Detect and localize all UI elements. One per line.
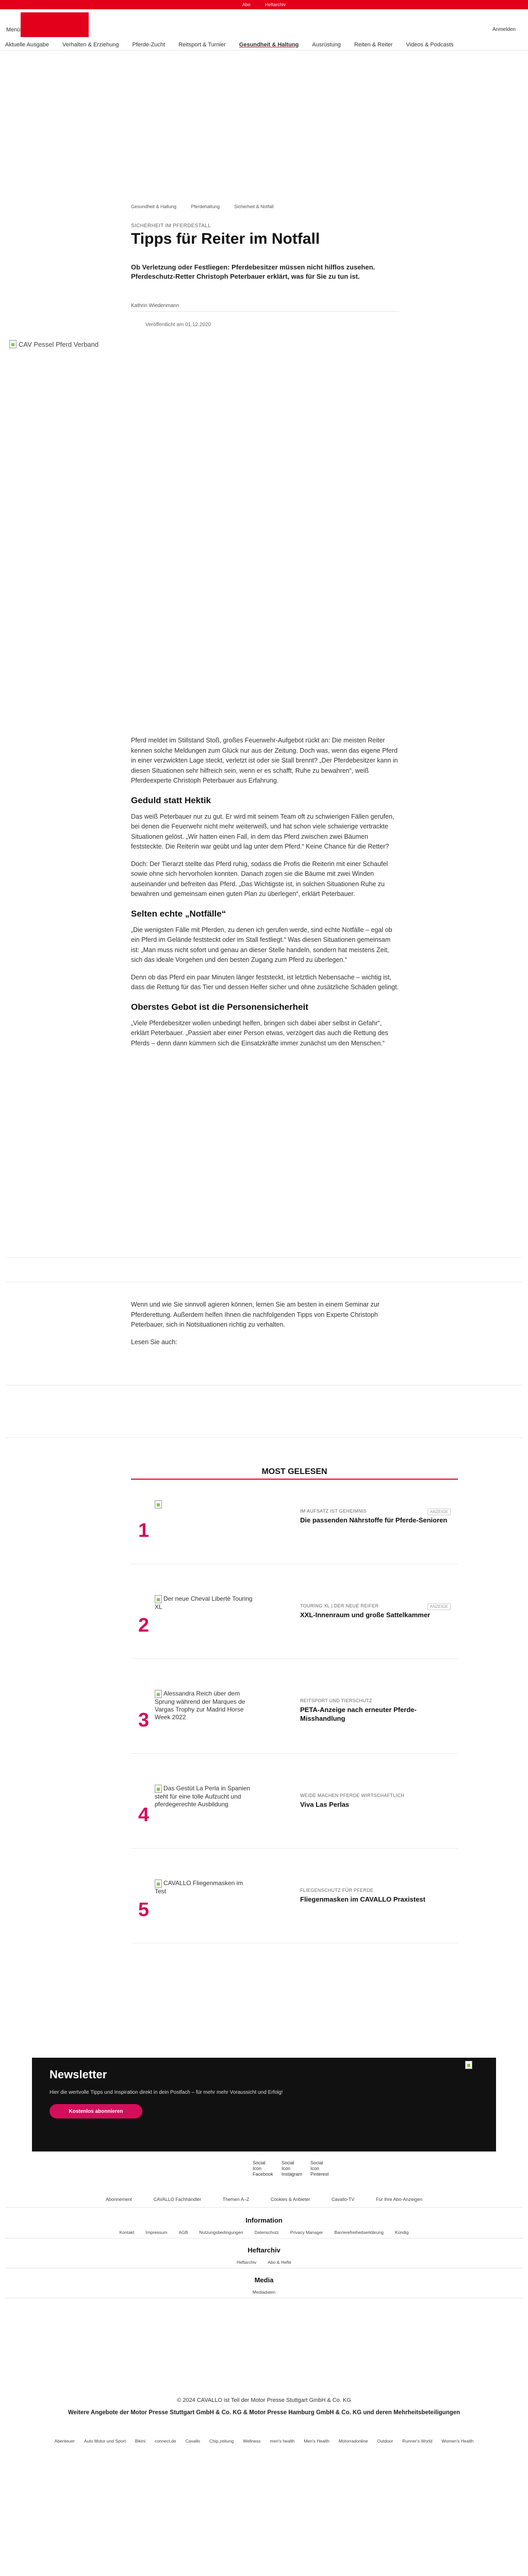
- most-read-headline[interactable]: XXL-Innenraum und große Sattelkammer: [300, 1611, 431, 1619]
- article-closing: [131, 1300, 399, 1347]
- publisher-link[interactable]: Auto Motor und Sport: [84, 2438, 126, 2444]
- publisher-link[interactable]: Runner's World: [402, 2438, 433, 2444]
- footer-heftarchiv-links: [0, 2260, 528, 2265]
- nav-item[interactable]: Videos & Podcasts: [406, 41, 454, 48]
- footer-link[interactable]: Nutzungsbedingungen: [199, 2230, 243, 2235]
- article-paragraph: „Viele Pferdebesitzer wollen unbedingt helfen, bringen sich dabei aber selbst in Gefahr“, erklärt Peterbauer. „Passiert aber einer Person etwas, verzögert das auch die Rettung des Pferds – denn dann kümmern sich die Einsatzkräfte immer zunächst um den Menschen.“: [131, 1019, 388, 1047]
- article-lead: Ob Verletzung oder Festliegen: Pferdebesitzer müssen nicht hilflos zusehen. Pferdeschutz-Retter Christoph Peterbauer erklärt, was für Sie zu tun ist.: [131, 263, 375, 280]
- hero-image-alt: [9, 340, 98, 348]
- publisher-notice: Weitere Angebote der Motor Presse Stuttgart GmbH & Co. KG & Motor Presse Hamburg GmbH & Co. KG und deren Mehrheitsbeteiligungen: [68, 2410, 460, 2416]
- article-paragraph: Das weiß Peterbauer nur zu gut. Er wird mit seinem Team oft zu schwierigen Fällen gerufen, bei denen die Feuerwehr nicht mehr weiterweiß, und hat schon viele schwierige vertrackte Situationen gelöst. „Wir hatten einen Fall, in dem das Pferd zwischen zwei Bäumen feststeckte. Die Reiterin war geübt und lag unter dem Pferd.“ Keine Chance für die Retter?: [131, 812, 394, 850]
- footer-link[interactable]: Barrierefreiheitserklärung: [334, 2230, 384, 2235]
- ad-tag: ANZEIGE: [427, 1603, 451, 1610]
- publisher-link[interactable]: Women's Health: [441, 2438, 474, 2444]
- breadcrumb-item[interactable]: Sicherheit & Notfall: [234, 204, 274, 209]
- footer-link[interactable]: Themen A–Z: [222, 2197, 250, 2202]
- publisher-link[interactable]: Chip.zeitung: [209, 2438, 234, 2444]
- most-read-headline[interactable]: Viva Las Perlas: [300, 1801, 350, 1808]
- nav-item[interactable]: Pferde-Zucht: [132, 41, 166, 48]
- most-read-headline[interactable]: PETA-Anzeige nach erneuter Pferde-Misshandlung: [300, 1706, 417, 1722]
- closing-paragraph: Wenn und wie Sie sinnvoll agieren können, lernen Sie am besten in einem Seminar zur Pferderettung. Außerdem helfen Ihnen die nachfolgenden Tipps von Experte Christoph Peterbauer, sich in Notsituationen richtig zu verhalten.: [131, 1301, 380, 1328]
- most-read-kicker: FLIEGENSCHUTZ FÜR PFERDE: [300, 1888, 374, 1893]
- author-divider: [131, 311, 399, 312]
- hero-image: [9, 340, 519, 711]
- broken-image-icon: [155, 1690, 162, 1698]
- most-read-rank: 4: [138, 1804, 150, 1826]
- article-subheading: Selten echte „Notfälle“: [131, 908, 226, 919]
- publisher-link[interactable]: Wellness: [243, 2438, 261, 2444]
- most-read-title: MOST GELESEN: [261, 1467, 327, 1476]
- publisher-link[interactable]: Motorradonline: [338, 2438, 368, 2444]
- footer-link[interactable]: Cookies & Anbieter: [270, 2197, 310, 2202]
- most-read-item[interactable]: [131, 1595, 458, 1659]
- copyright: © 2024 CAVALLO ist Teil der Motor Presse Stuttgart GmbH & Co. KG: [177, 2397, 351, 2403]
- section-divider: [6, 1257, 522, 1258]
- footer-link[interactable]: Heftarchiv: [236, 2260, 257, 2265]
- most-read-kicker: IM AUFSATZ IST GEHEIMNIS: [300, 1509, 367, 1514]
- most-read-headline[interactable]: Die passenden Nährstoffe für Pferde-Senioren: [300, 1516, 448, 1524]
- most-read-rank: 2: [138, 1615, 150, 1636]
- newsletter-text: Hier die wertvolle Tipps und Inspiration direkt in dein Postfach – für mehr mehr Voraussicht und Erfolg!: [50, 2090, 283, 2095]
- broken-image-icon: [155, 1879, 162, 1888]
- login-link[interactable]: Anmelden: [492, 27, 516, 32]
- article-eyebrow: SICHERHEIT IM PFERDESTALL: [131, 223, 211, 229]
- most-read-kicker: WEIDE MACHEN PFERDE WIRTSCHAFTLICH: [300, 1793, 405, 1798]
- most-read-image[interactable]: [155, 1500, 256, 1558]
- nav-item[interactable]: Aktuelle Ausgabe: [5, 41, 50, 48]
- most-read-image[interactable]: [155, 1785, 256, 1842]
- nav-item[interactable]: Reitsport & Turnier: [178, 41, 226, 48]
- most-read-image[interactable]: [155, 1595, 256, 1653]
- article-subheading: Geduld statt Hektik: [131, 795, 211, 805]
- most-read-rank: 3: [138, 1709, 150, 1731]
- image-alt-text: Alessandra Reich über dem Sprung während der Marques de Vargas Trophy zur Madrid Horse Week 2022: [155, 1690, 245, 1721]
- breadcrumb: [131, 204, 399, 209]
- newsletter-title: Newsletter: [50, 2068, 107, 2081]
- most-read-kicker: TOURING XL | DER NEUE REIFER: [300, 1603, 379, 1608]
- footer-link[interactable]: CAVALLO Fachhändler: [153, 2197, 202, 2202]
- article-body: [131, 736, 399, 1056]
- article-title: Tipps für Reiter im Notfall: [131, 230, 320, 247]
- topbar-link-abo[interactable]: Abo: [242, 2, 251, 7]
- article-author[interactable]: Kathrin Wiedenmann: [131, 303, 179, 309]
- nav-item-active[interactable]: Gesundheit & Haltung: [239, 41, 299, 48]
- publisher-link[interactable]: connect.de: [155, 2438, 176, 2444]
- footer-link[interactable]: AGB: [178, 2230, 188, 2235]
- pinterest-icon[interactable]: Social Icon Pinterest: [310, 2160, 329, 2177]
- publisher-link[interactable]: men's health: [270, 2438, 295, 2444]
- site-header: [0, 9, 528, 39]
- footer-link[interactable]: Kündig: [394, 2230, 409, 2235]
- most-read-image[interactable]: [155, 1879, 256, 1937]
- breadcrumb-item[interactable]: Pferdehaltung: [191, 204, 220, 209]
- ad-tag: ANZEIGE: [427, 1509, 451, 1515]
- footer-link[interactable]: Impressum: [145, 2230, 168, 2235]
- footer-link[interactable]: Abonnement: [106, 2197, 133, 2202]
- newsletter-box: [32, 2058, 496, 2151]
- article-paragraph: Pferd meldet im Stillstand Stoß, großes Feuerwehr-Aufgebot rückt an: Die meisten Reiter kennen solche Meldungen zum Glück nur aus der Zeitung. Doch was, wenn das eigene Pferd in einer verzwickten Lage steckt, verletzt ist oder sie Stall brennt? „Der Pferdebesitzer kann in diesen Situationen sehr hilfreich sein, wenn er es schafft, Ruhe zu bewahren“, weiß Pferdeexperte Christoph Peterbauer aus Erfahrung.: [131, 737, 398, 784]
- footer-information-links: [0, 2230, 528, 2235]
- nav-item[interactable]: Ausrüstung: [312, 41, 341, 48]
- topbar-link-heftarchiv[interactable]: Heftarchiv: [265, 2, 286, 7]
- most-read-item[interactable]: [131, 1690, 458, 1754]
- section-divider: [6, 1437, 522, 1438]
- broken-image-icon: [9, 340, 16, 348]
- footer-link[interactable]: Für Ihre Abo-Anzeigen: [375, 2197, 422, 2202]
- most-read-item[interactable]: [131, 1879, 458, 1943]
- footer-link[interactable]: Abo & Hefte: [268, 2260, 292, 2265]
- footer-divider: [5, 2207, 523, 2208]
- top-bar: [0, 0, 528, 9]
- article-paragraph: „Die wenigsten Fälle mit Pferden, zu denen ich gerufen werde, sind echte Notfälle – egal ob ein Pferd im Gelände feststeckt oder im Stall festliegt.“ Was diesen Situationen gemeinsam ist: „Man muss nicht sofort und genau an dieser Stelle handeln, sondern hat meistens Zeit, sich das ideale Vorgehen und den besten Zugang zum Pferd zu überlegen.“: [131, 926, 392, 963]
- nav-item[interactable]: Reiten & Reiter: [354, 41, 393, 48]
- publisher-link[interactable]: Abenteuer: [54, 2438, 75, 2444]
- most-read-item[interactable]: [131, 1500, 458, 1564]
- broken-image-icon: [465, 2061, 472, 2069]
- menu-button[interactable]: Menü: [6, 27, 21, 33]
- broken-image-icon: [155, 1785, 162, 1793]
- publisher-link[interactable]: Men's Health: [304, 2438, 329, 2444]
- footer-link[interactable]: Datenschutz: [254, 2230, 279, 2235]
- main-navigation: [0, 39, 528, 50]
- image-alt-text: CAVALLO Fliegenmasken im Test: [155, 1879, 243, 1895]
- site-logo[interactable]: [21, 12, 89, 37]
- publisher-link[interactable]: Outdoor: [377, 2438, 393, 2444]
- broken-image-icon: [155, 1595, 162, 1603]
- breadcrumb-item[interactable]: Gesundheit & Haltung: [131, 204, 177, 209]
- publisher-links: [0, 2438, 528, 2444]
- footer-link[interactable]: Mediadaten: [252, 2290, 276, 2295]
- footer-divider: [5, 2238, 523, 2239]
- footer-link[interactable]: Kontakt: [119, 2230, 135, 2235]
- ad-slot-top: [131, 57, 513, 191]
- footer-heading-information: Information: [245, 2216, 283, 2224]
- facebook-icon[interactable]: Social Icon Facebook: [253, 2160, 273, 2177]
- most-read-rank: 1: [138, 1520, 150, 1541]
- footer-link[interactable]: Privacy Manager: [290, 2230, 323, 2235]
- article-published-date: Veröffentlicht am 01.12.2020: [145, 322, 211, 328]
- most-read-headline[interactable]: Fliegenmasken im CAVALLO Praxistest: [300, 1895, 425, 1903]
- newsletter-image: [465, 2061, 475, 2071]
- most-read-rank: 5: [138, 1899, 150, 1921]
- footer-heading-heftarchiv: Heftarchiv: [248, 2246, 280, 2254]
- most-read-accent-bar: [131, 1479, 458, 1480]
- footer-primary-links: [106, 2197, 422, 2202]
- broken-image-icon: [155, 1500, 162, 1509]
- most-read-item[interactable]: [131, 1785, 458, 1849]
- footer-heading-media: Media: [254, 2276, 274, 2284]
- nav-item[interactable]: Verhalten & Erziehung: [62, 41, 119, 48]
- footer-media-links: [0, 2290, 528, 2295]
- image-alt-text: Das Gestüt La Perla in Spanien steht für eine tolle Aufzucht und pferdegerechte Ausbildung: [155, 1785, 251, 1808]
- social-links: [253, 2160, 332, 2177]
- most-read-kicker: REITSPORT UND TIERSCHUTZ: [300, 1698, 372, 1703]
- read-more-label: Lesen Sie auch:: [131, 1338, 177, 1346]
- article-paragraph: Doch: Der Tierarzt stellte das Pferd ruhig, sodass die Profis die Reiterin mit einer Schaufel sowie ohne sich hervorholen konnten. Danach zogen sie die Bäume mit zwei Winden auseinander und befreiten das Pferd. „Das Wichtigste ist, in solchen Situationen Ruhe zu bewahren und gemeinsam einen guten Plan zu überlegen“, erklärt Peterbauer.: [131, 860, 388, 897]
- image-alt-text: Der neue Cheval Liberté Touring XL: [155, 1595, 253, 1611]
- footer-link[interactable]: Cavallo-TV: [331, 2197, 355, 2202]
- newsletter-subscribe-button[interactable]: Kostenlos abonnieren: [50, 2104, 142, 2119]
- article-subheading: Oberstes Gebot ist die Personensicherheit: [131, 1002, 308, 1012]
- hero-image-alt-text: CAV Pessel Pferd Verband: [19, 340, 99, 348]
- article-paragraph: Denn ob das Pferd ein paar Minuten länger feststeckt, ist letztlich Nebensache – wichtig ist, dass die Rettung für das Tier und dessen Helfer sicher und ohne zusätzliche Schäden gelingt.: [131, 973, 399, 991]
- most-read-image[interactable]: [155, 1690, 256, 1748]
- publisher-link[interactable]: Bikini: [135, 2438, 145, 2444]
- publisher-link[interactable]: Cavallo: [185, 2438, 200, 2444]
- instagram-icon[interactable]: Social Icon Instagram: [282, 2160, 303, 2177]
